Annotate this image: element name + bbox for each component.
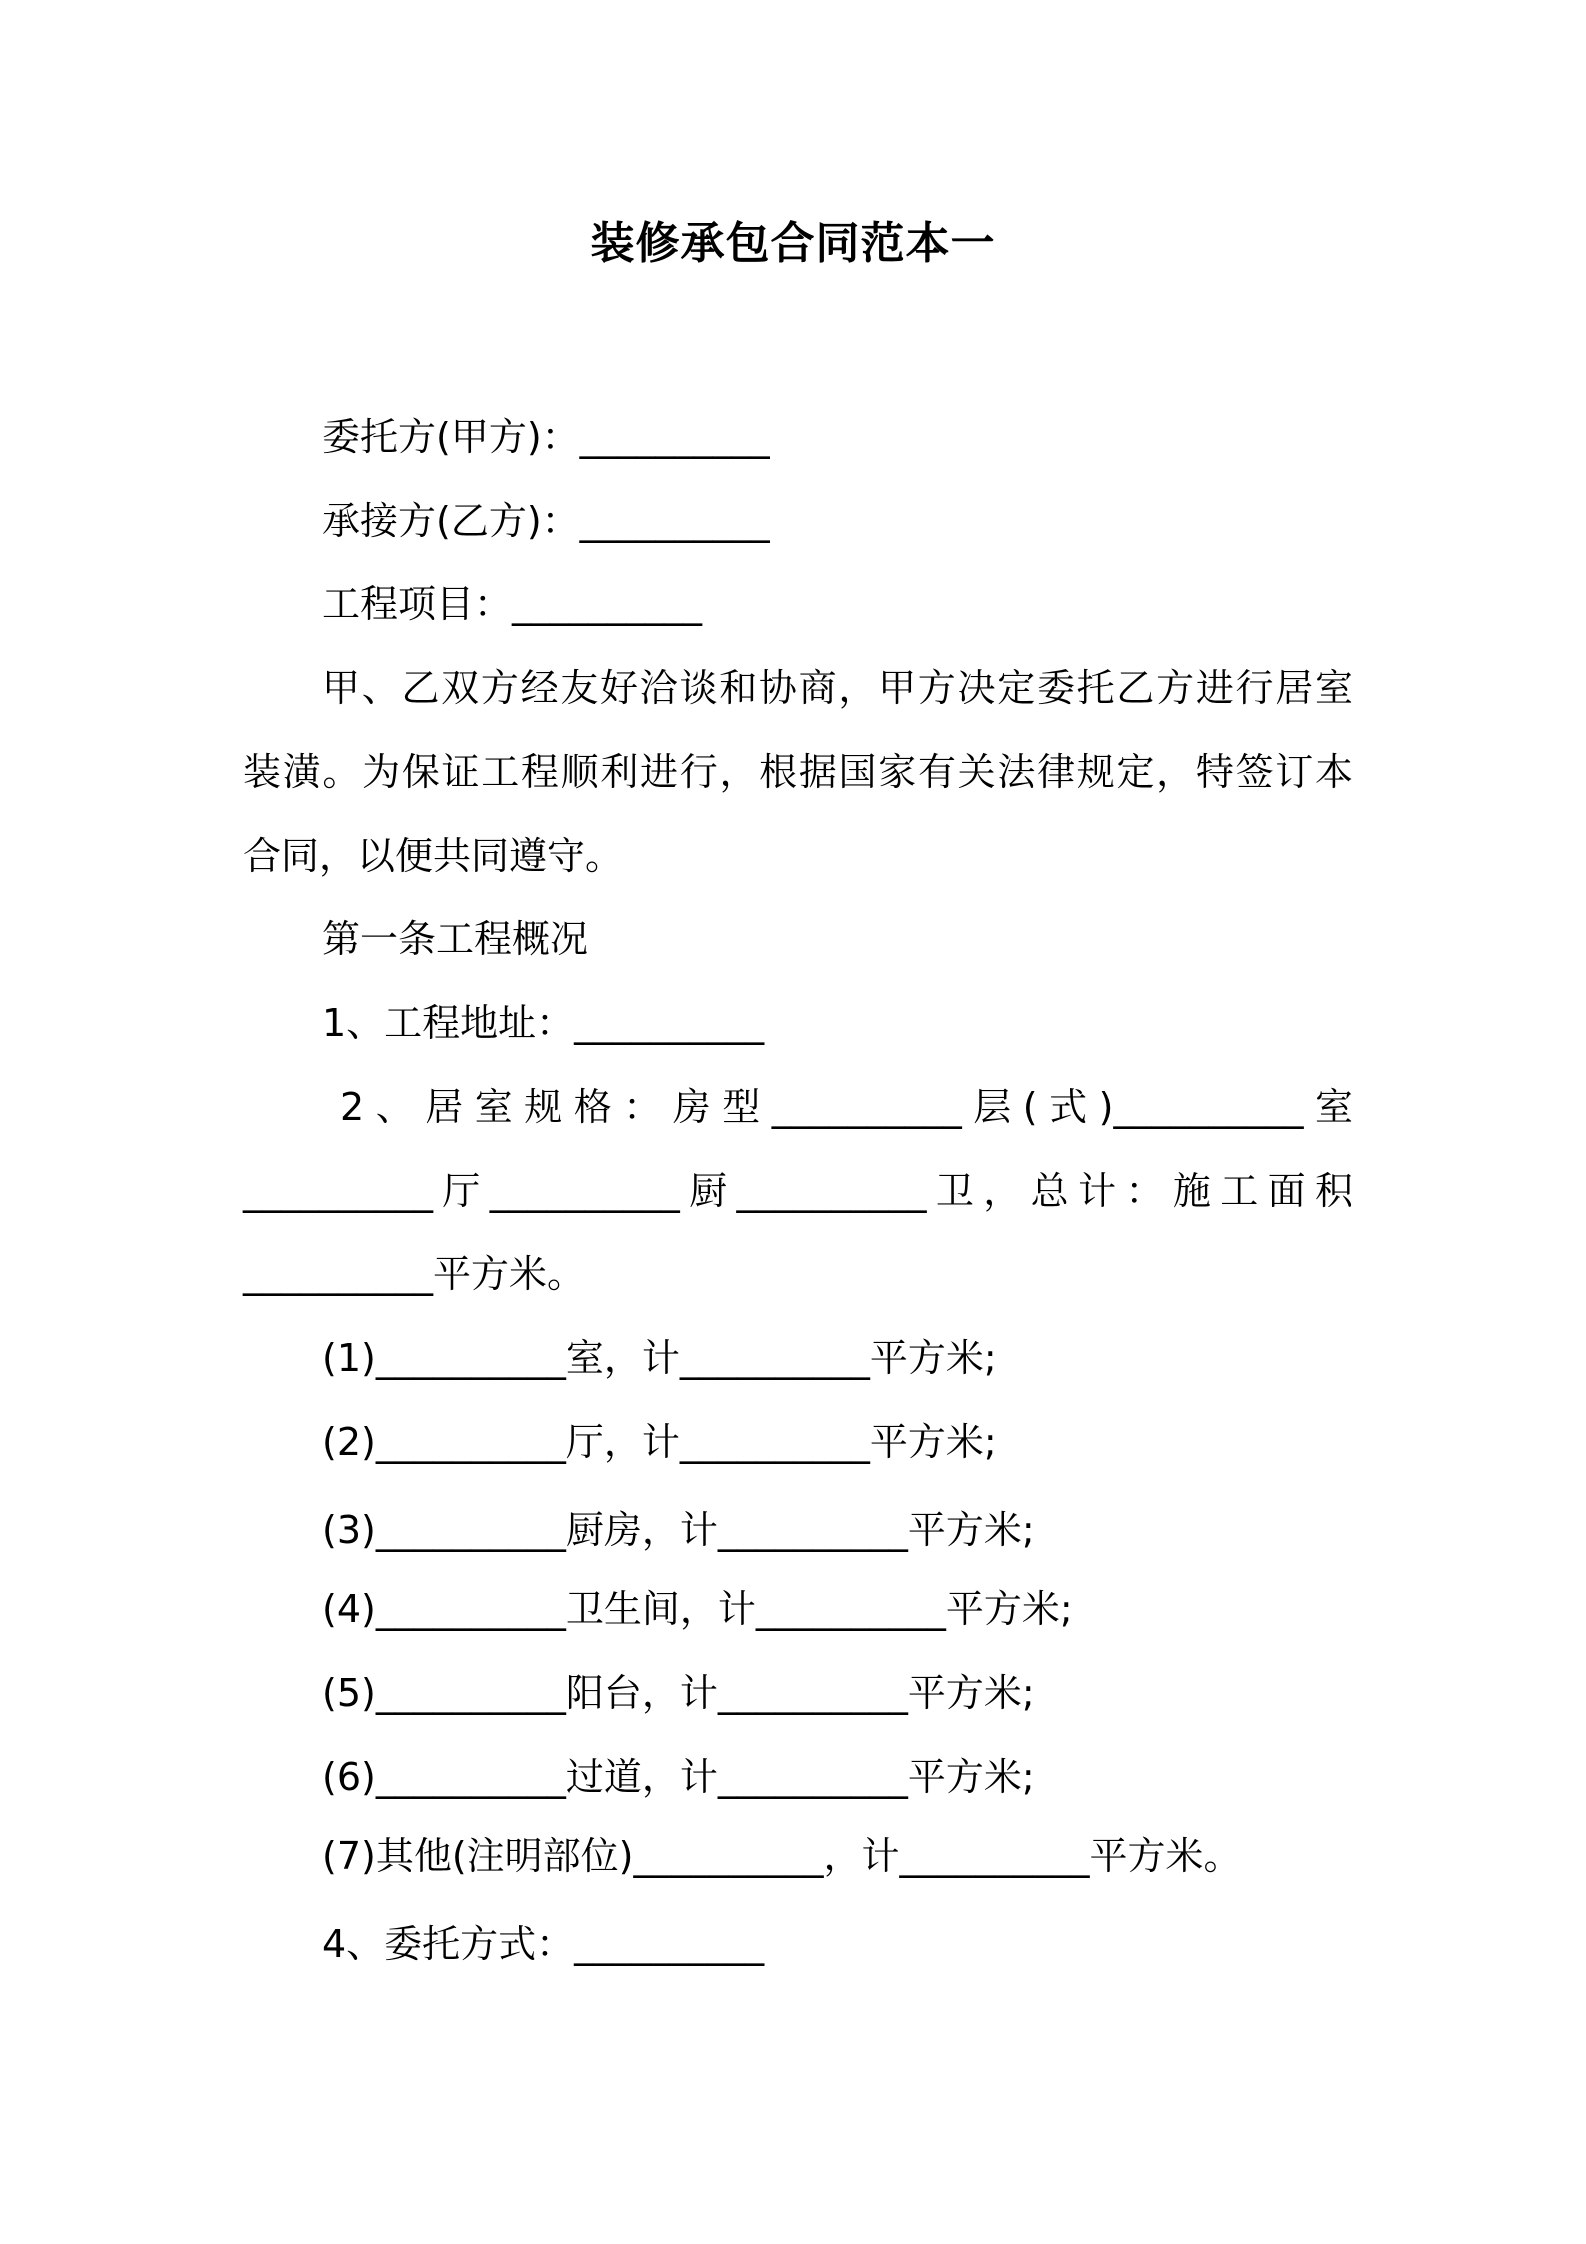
party-a-line: 委托方(甲方)：__________ xyxy=(322,415,770,459)
area-item-7: (7)其他(注明部位)__________，计__________平方米。 xyxy=(322,1834,1242,1878)
area-item-5: (5)__________阳台，计__________平方米; xyxy=(322,1671,1035,1715)
intro-paragraph-line-3: 合同，以便共同遵守。 xyxy=(243,834,624,878)
section-heading: 第一条工程概况 xyxy=(322,917,589,961)
intro-paragraph-line-1: 甲、乙双方经友好洽谈和协商，甲方决定委托乙方进行居室 xyxy=(322,666,1353,710)
room-spec-line-2: __________厅__________厨__________卫，总计：施工面积 xyxy=(243,1169,1353,1213)
area-item-1: (1)__________室，计__________平方米; xyxy=(322,1336,997,1380)
document-title: 装修承包合同范本一 xyxy=(590,218,996,269)
party-b-line: 承接方(乙方)：__________ xyxy=(322,499,770,543)
intro-paragraph-line-2: 装潢。为保证工程顺利进行，根据国家有关法律规定，特签订本 xyxy=(243,750,1353,794)
commission-method-line: 4、委托方式：__________ xyxy=(322,1922,765,1966)
address-line: 1、工程地址：__________ xyxy=(322,1001,765,1045)
area-item-6: (6)__________过道，计__________平方米; xyxy=(322,1755,1035,1799)
area-item-2: (2)__________厅，计__________平方米; xyxy=(322,1420,997,1464)
room-spec-line-3: __________平方米。 xyxy=(243,1252,586,1296)
area-item-3: (3)__________厨房，计__________平方米; xyxy=(322,1508,1035,1552)
room-spec-line-1: 2、居室规格：房型__________层(式)__________室 xyxy=(340,1085,1353,1129)
area-item-4: (4)__________卫生间，计__________平方米; xyxy=(322,1587,1073,1631)
project-line: 工程项目：__________ xyxy=(322,582,703,626)
